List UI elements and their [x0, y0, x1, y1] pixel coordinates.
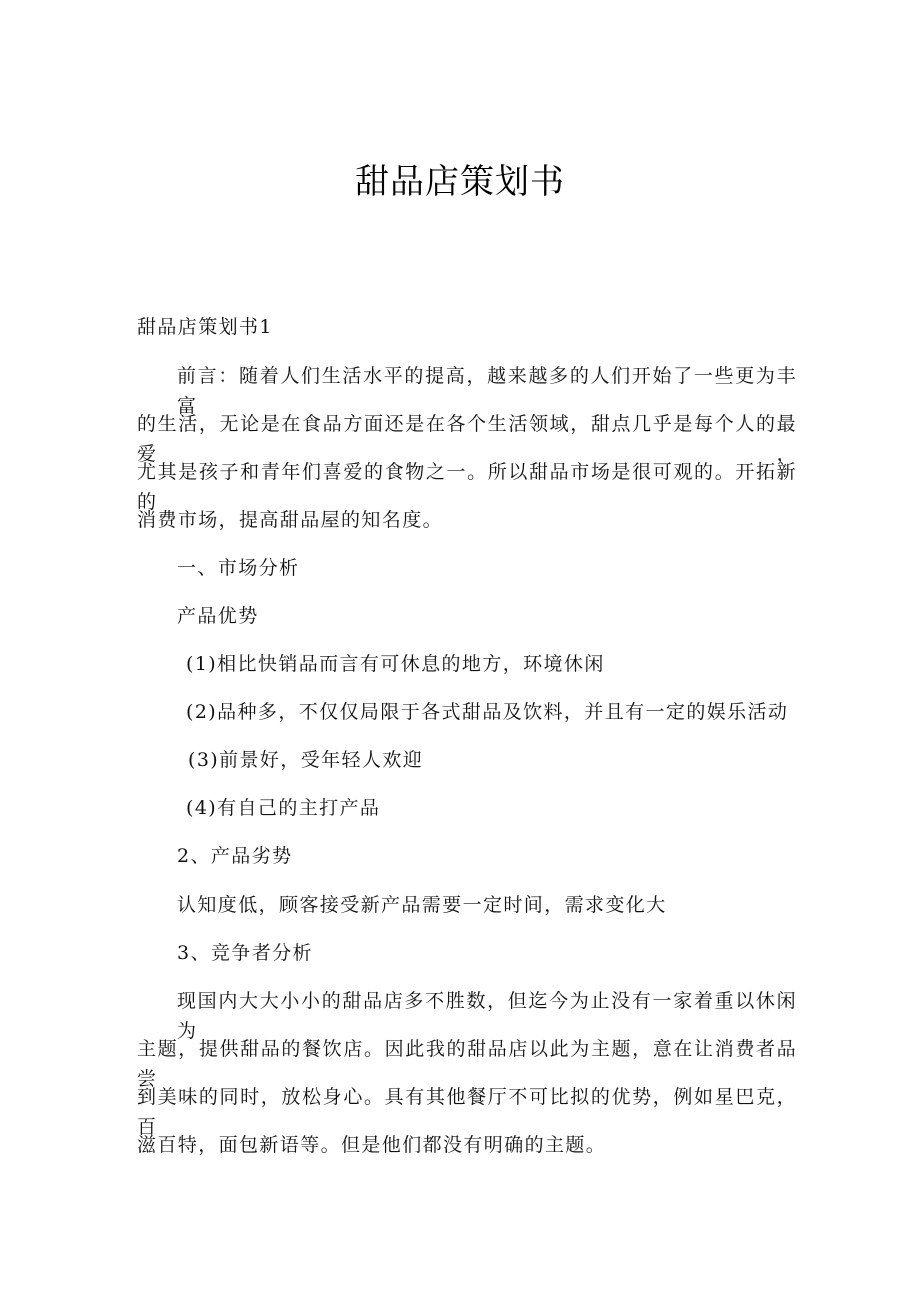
subsection-heading: 3、竞争者分析 — [177, 942, 313, 964]
paragraph-line: 到美味的同时，放松身心。具有其他餐厅不可比拟的优势，例如星巴克，百 — [137, 1086, 797, 1138]
section-heading: 甜品店策划书1 — [137, 316, 273, 338]
list-item: (4)有自己的主打产品 — [186, 797, 381, 819]
list-item: (3)前景好，受年轻人欢迎 — [188, 749, 424, 771]
document-title: 甜品店策划书 — [355, 162, 565, 202]
paragraph-line: 现国内大大小小的甜品店多不胜数，但迄今为止没有一家着重以休闲为 — [177, 990, 797, 1042]
paragraph-line: 前言：随着人们生活水平的提高，越来越多的人们开始了一些更为丰富 — [177, 365, 797, 417]
subsection-heading: 2、产品劣势 — [177, 845, 293, 867]
paragraph-line: 尤其是孩子和青年们喜爱的食物之一。所以甜品市场是很可观的。开拓新的 — [137, 461, 797, 513]
paragraph-line: 消费市场，提高甜品屋的知名度。 — [137, 509, 444, 531]
paragraph-line: 认知度低，顾客接受新产品需要一定时间，需求变化大 — [177, 894, 667, 916]
subsection-heading: 产品优势 — [177, 605, 259, 627]
paragraph-line: 主题，提供甜品的餐饮店。因此我的甜品店以此为主题，意在让消费者品尝 — [137, 1038, 797, 1090]
section-heading: 一、市场分析 — [177, 557, 300, 579]
paragraph-line: 的生活，无论是在食品方面还是在各个生活领域，甜点几乎是每个人的最爱， — [137, 413, 797, 465]
paragraph-line: 滋百特，面包新语等。但是他们都没有明确的主题。 — [137, 1134, 607, 1156]
list-item: (1)相比快销品而言有可休息的地方，环境休闲 — [186, 653, 605, 675]
list-item: (2)品种多，不仅仅局限于各式甜品及饮料，并且有一定的娱乐活动 — [186, 701, 789, 723]
